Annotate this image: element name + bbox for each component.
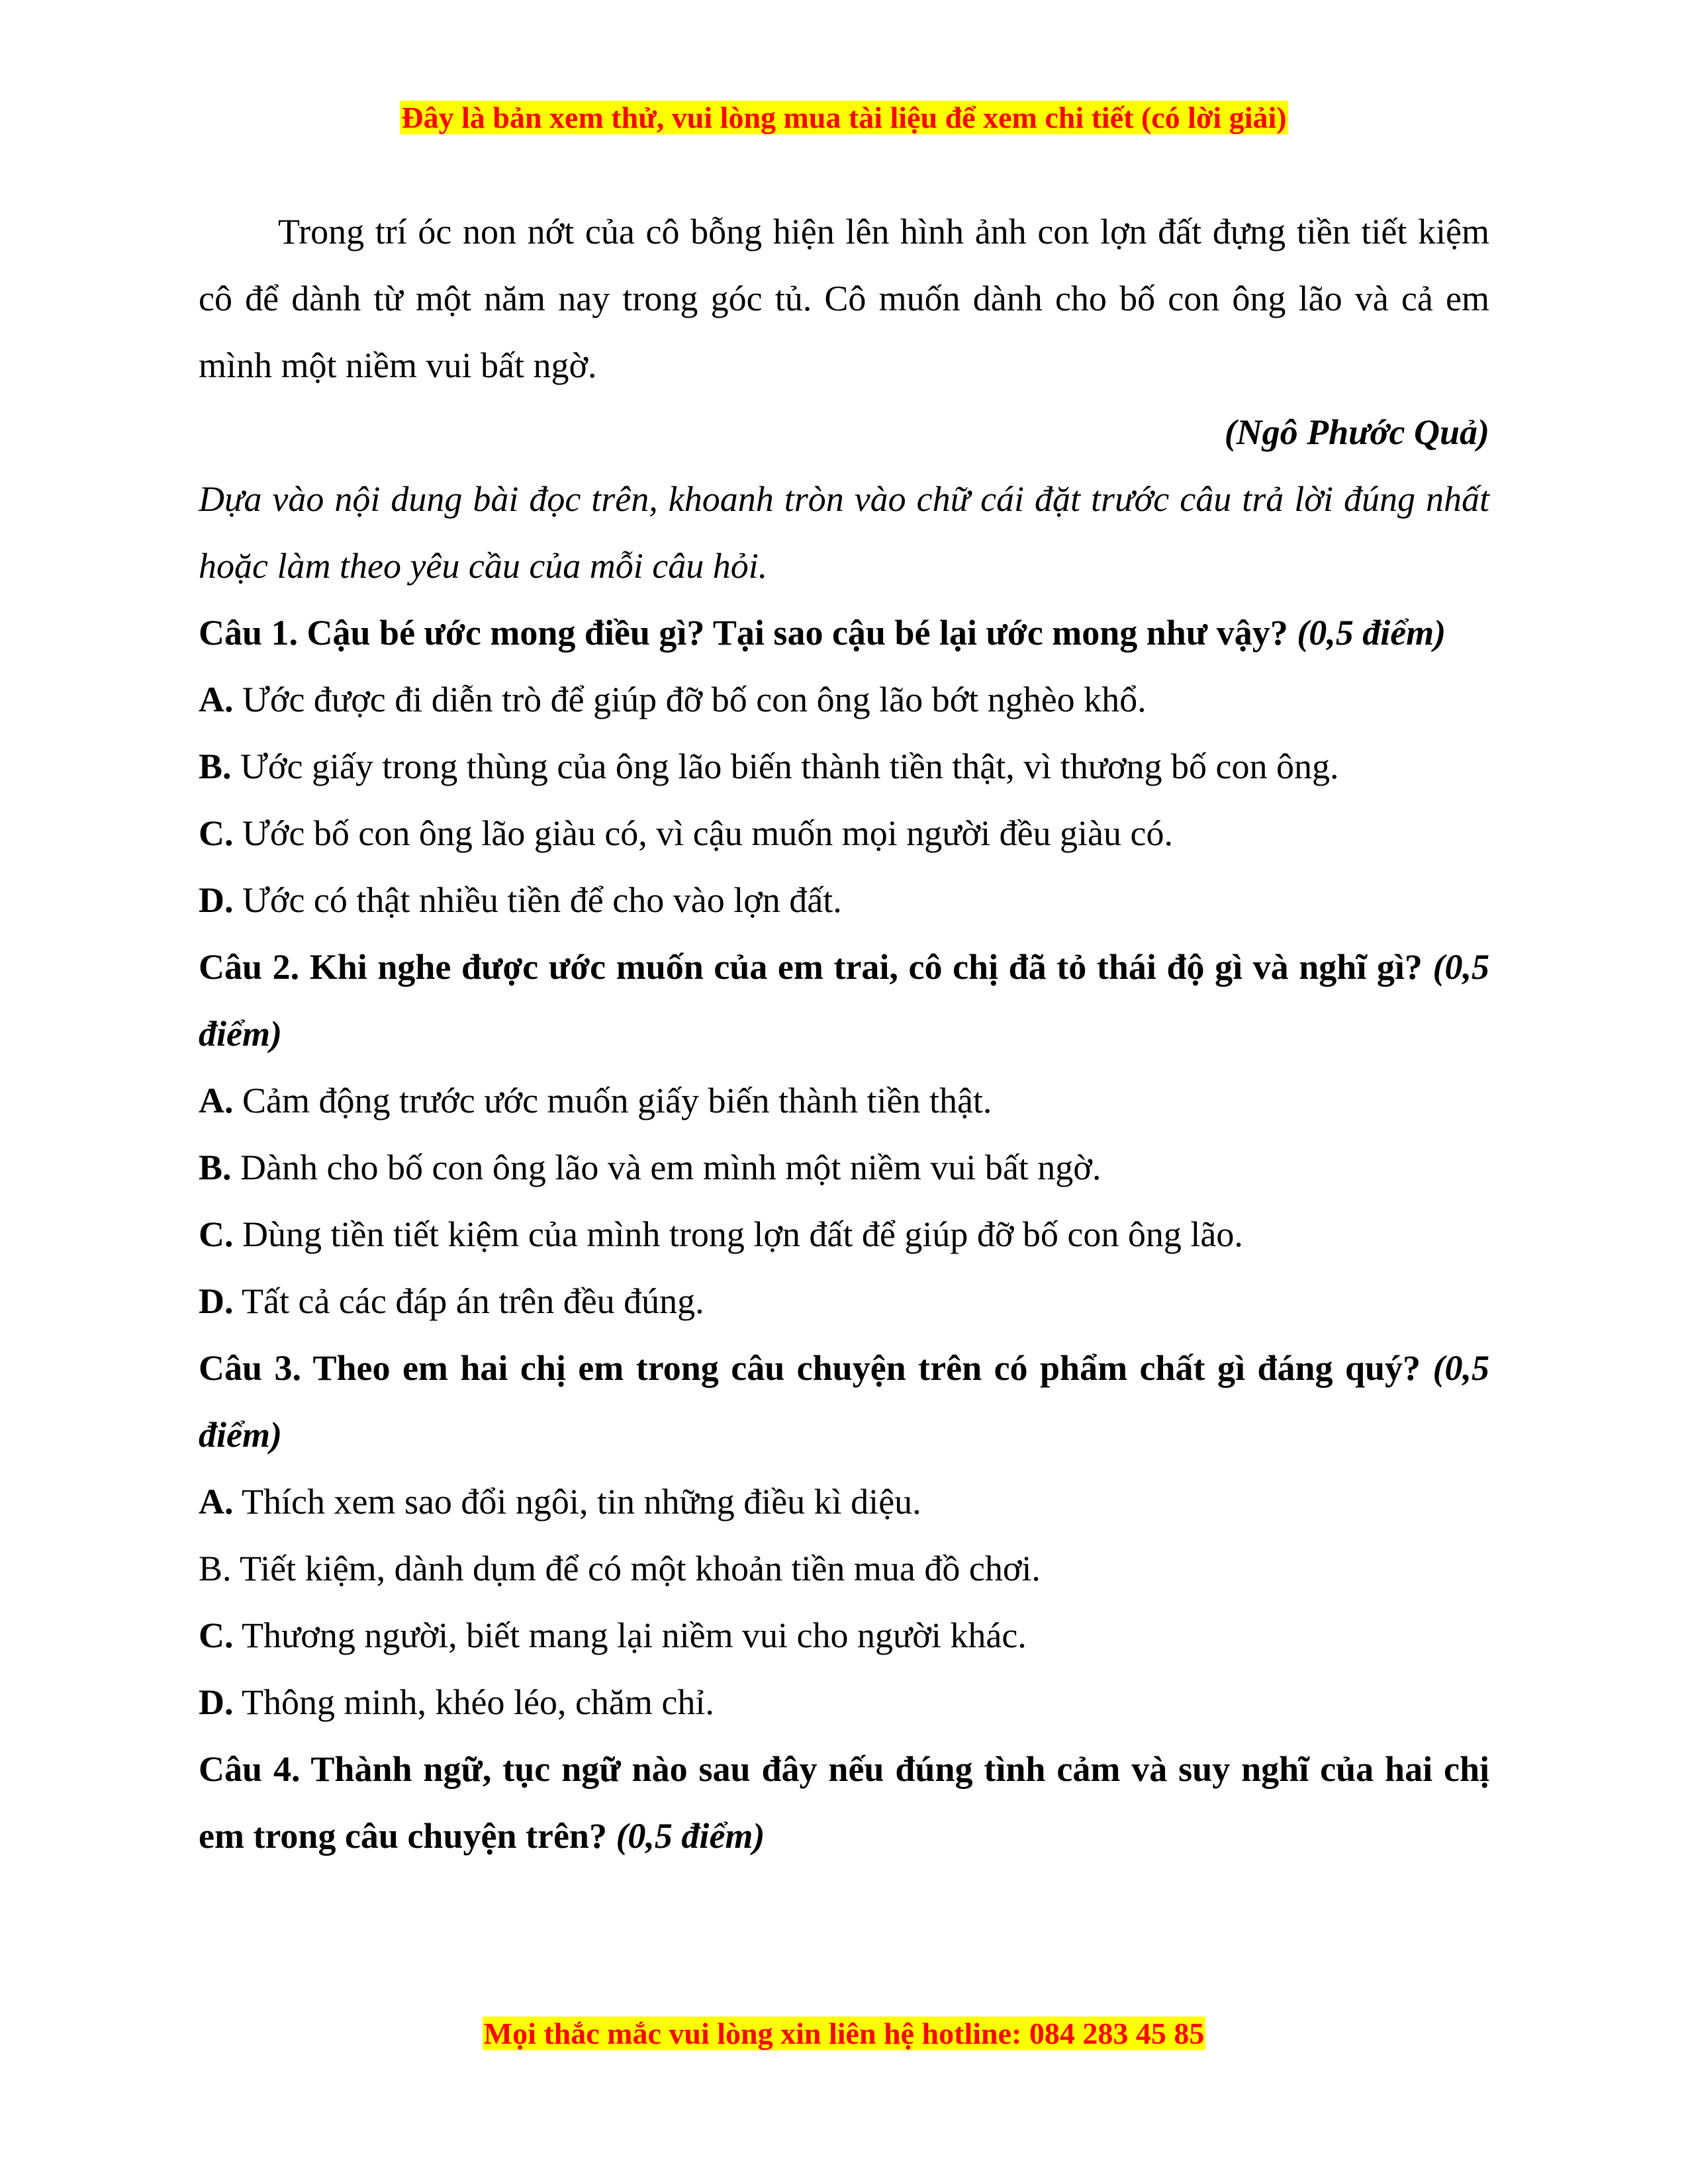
hotline-text: Mọi thắc mắc vui lòng xin liên hệ hotline: 084 283 45 85 (483, 2017, 1205, 2050)
option-text: Ước có thật nhiều tiền để cho vào lợn đất. (233, 880, 842, 920)
question-1-option-d (199, 867, 1489, 934)
option-letter: D. (199, 1682, 234, 1722)
option-letter: D. (199, 880, 234, 920)
question-4-points: (0,5 điểm) (616, 1816, 765, 1856)
option-text: Ước giấy trong thùng của ông lão biến thành tiền thật, vì thương bố con ông. (231, 747, 1339, 786)
question-4 (199, 1736, 1489, 1870)
passage-paragraph: Trong trí óc non nớt của cô bỗng hiện lên hình ảnh con lợn đất đựng tiền tiết kiệm cô để dành từ một năm nay trong góc tủ. Cô muốn dành cho bố con ông lão và cả em mình một niềm vui bất ngờ. (199, 212, 1489, 385)
option-text: Cảm động trước ước muốn giấy biến thành tiền thật. (233, 1081, 992, 1120)
question-2-option-d (199, 1268, 1489, 1335)
preview-notice-banner (0, 99, 1688, 136)
question-1-label: Câu 1. Cậu bé ước mong điều gì? Tại sao cậu bé lại ước mong như vậy? (199, 613, 1288, 653)
option-text: Dùng tiền tiết kiệm của mình trong lợn đất để giúp đỡ bố con ông lão. (233, 1214, 1243, 1254)
question-2-option-b (199, 1134, 1489, 1201)
option-letter: C. (199, 813, 234, 853)
option-text: Thích xem sao đổi ngôi, tin những điều kì diệu. (233, 1482, 921, 1522)
question-4-label: Câu 4. Thành ngữ, tục ngữ nào sau đây nếu đúng tình cảm và suy nghĩ của hai chị em trong câu chuyện trên? (199, 1749, 1489, 1856)
question-2 (199, 934, 1489, 1068)
question-2-option-a (199, 1068, 1489, 1134)
question-2-points: (0,5 điểm) (199, 947, 1489, 1054)
option-text: Ước được đi diễn trò để giúp đỡ bố con ông lão bớt nghèo khổ. (233, 680, 1147, 719)
option-letter: D. (199, 1281, 234, 1321)
option-text: Tất cả các đáp án trên đều đúng. (233, 1281, 704, 1321)
question-1 (199, 600, 1489, 666)
question-3-label: Câu 3. Theo em hai chị em trong câu chuyện trên có phẩm chất gì đáng quý? (199, 1348, 1421, 1388)
question-1-option-c (199, 800, 1489, 867)
option-letter: A. (199, 1482, 234, 1522)
preview-notice-text: Đây là bản xem thử, vui lòng mua tài liệu để xem chi tiết (có lời giải) (401, 101, 1287, 134)
option-letter: B. (199, 747, 232, 786)
question-3-option-b (199, 1535, 1489, 1602)
document-body (199, 199, 1489, 1870)
question-1-points: (0,5 điểm) (1297, 613, 1446, 653)
question-3-points: (0,5 điểm) (199, 1348, 1489, 1455)
question-1-option-b (199, 733, 1489, 800)
question-1-option-a (199, 666, 1489, 733)
option-letter: A. (199, 1081, 234, 1120)
hotline-banner (0, 2015, 1688, 2052)
option-text: Dành cho bố con ông lão và em mình một niềm vui bất ngờ. (231, 1148, 1102, 1187)
option-letter: C. (199, 1615, 234, 1655)
question-2-label: Câu 2. Khi nghe được ước muốn của em trai, cô chị đã tỏ thái độ gì và nghĩ gì? (199, 947, 1423, 987)
option-letter: C. (199, 1214, 234, 1254)
question-3-option-d (199, 1669, 1489, 1736)
question-3 (199, 1335, 1489, 1469)
instruction-text: Dựa vào nội dung bài đọc trên, khoanh tròn vào chữ cái đặt trước câu trả lời đúng nhất hoặc làm theo yêu cầu của mỗi câu hỏi. (199, 479, 1489, 586)
option-text: Ước bố con ông lão giàu có, vì cậu muốn mọi người đều giàu có. (233, 813, 1173, 853)
option-text: Thông minh, khéo léo, chăm chỉ. (233, 1682, 714, 1722)
question-2-option-c (199, 1201, 1489, 1268)
passage-author: (Ngô Phước Quả) (1224, 412, 1489, 452)
question-3-option-c (199, 1602, 1489, 1669)
question-3-option-a (199, 1469, 1489, 1535)
option-letter: B. (199, 1148, 232, 1187)
option-text: Thương người, biết mang lại niềm vui cho người khác. (233, 1615, 1027, 1655)
option-text: B. Tiết kiệm, dành dụm để có một khoản tiền mua đồ chơi. (199, 1549, 1041, 1588)
option-letter: A. (199, 680, 234, 719)
